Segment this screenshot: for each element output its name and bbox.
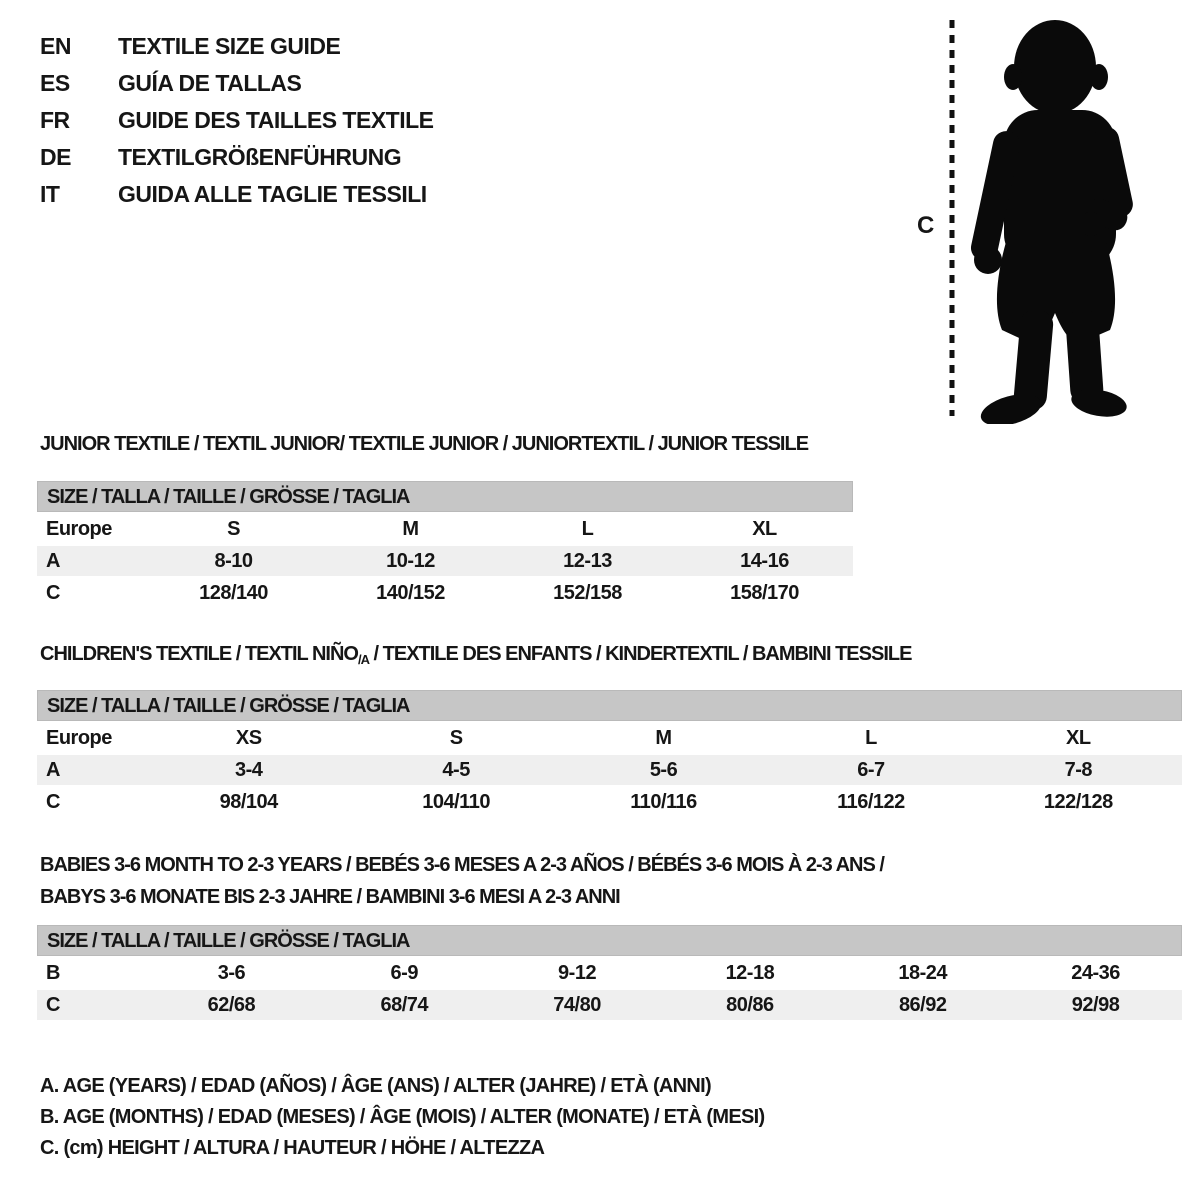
table-cell: 104/110: [422, 791, 490, 813]
table-row: [37, 514, 853, 544]
language-code: IT: [40, 181, 60, 207]
size-header-bar: SIZE / TALLA / TAILLE / GRÖSSE / TAGLIA: [37, 481, 853, 512]
row-label: A: [46, 550, 60, 572]
row-label: C: [46, 994, 60, 1016]
table-cell: 24-36: [1071, 962, 1120, 984]
table-cell: 4-5: [442, 759, 470, 781]
table-row: [37, 958, 1182, 988]
table-cell: 68/74: [380, 994, 429, 1016]
table-cell: M: [655, 727, 672, 749]
size-header-bar: SIZE / TALLA / TAILLE / GRÖSSE / TAGLIA: [37, 925, 1182, 956]
table-cell: 12-18: [725, 962, 775, 984]
table-cell: 8-10: [214, 550, 253, 572]
table-cell: XL: [1066, 727, 1091, 749]
row-label: A: [46, 759, 60, 781]
row-label: B: [46, 962, 60, 984]
row-label: C: [46, 791, 60, 813]
language-code: EN: [40, 33, 71, 59]
table-cell: 6-7: [857, 759, 885, 781]
table-cell: 110/116: [630, 791, 697, 813]
toddler-silhouette-image: [905, 12, 1165, 424]
table-cell: 152/158: [553, 582, 622, 604]
table-row: [37, 990, 1182, 1020]
language-title: TEXTILE SIZE GUIDE: [118, 33, 341, 59]
table-row: [37, 546, 853, 576]
table-cell: 62/68: [207, 994, 256, 1016]
language-title: GUÍA DE TALLAS: [118, 70, 302, 96]
babies-heading-line2: BABYS 3-6 MONATE BIS 2-3 JAHRE / BAMBINI 3-6 MESI A 2-3 ANNI: [40, 886, 620, 908]
table-cell: 7-8: [1064, 759, 1093, 781]
toddler-silhouette: [969, 20, 1136, 424]
table-cell: 122/128: [1043, 791, 1113, 813]
size-header-bar: SIZE / TALLA / TAILLE / GRÖSSE / TAGLIA: [37, 690, 1182, 721]
babies-size-table: [37, 925, 1182, 1020]
language-row: [40, 28, 434, 65]
table-cell: 10-12: [386, 550, 435, 572]
table-cell: XL: [752, 518, 777, 540]
table-cell: XS: [235, 727, 262, 749]
table-row: [37, 787, 1182, 817]
table-cell: 9-12: [558, 962, 597, 984]
table-cell: M: [402, 518, 419, 540]
table-cell: 74/80: [553, 994, 601, 1016]
table-cell: 140/152: [376, 582, 445, 604]
table-cell: 5-6: [649, 759, 678, 781]
table-cell: 92/98: [1071, 994, 1120, 1016]
table-cell: 80/86: [726, 994, 774, 1016]
table-cell: 14-16: [740, 550, 789, 572]
language-row: [40, 176, 434, 213]
language-row: [40, 65, 434, 102]
table-cell: 98/104: [219, 791, 278, 813]
table-cell: 128/140: [199, 582, 268, 604]
table-row: [37, 578, 853, 608]
table-cell: 6-9: [390, 962, 418, 984]
row-label: C: [46, 582, 60, 604]
table-row: [37, 755, 1182, 785]
babies-section-heading: [40, 849, 884, 913]
language-title-list: [40, 28, 434, 213]
language-code: ES: [40, 70, 70, 96]
language-title: TEXTILGRÖßENFÜHRUNG: [118, 144, 402, 170]
table-row: [37, 723, 1182, 753]
height-measure-label: C: [917, 212, 935, 239]
footnote-b: B. AGE (MONTHS) / EDAD (MESES) / ÂGE (MOIS) / ALTER (MONATE) / ETÀ (MESI): [40, 1106, 765, 1128]
footnote-c: C. (cm) HEIGHT / ALTURA / HAUTEUR / HÖHE / ALTEZZA: [40, 1137, 545, 1159]
table-cell: 18-24: [898, 962, 948, 984]
table-cell: 86/92: [898, 994, 947, 1016]
language-title: GUIDE DES TAILLES TEXTILE: [118, 107, 434, 133]
row-label: Europe: [46, 518, 112, 540]
language-title: GUIDA ALLE TAGLIE TESSILI: [118, 181, 427, 207]
language-code: FR: [40, 107, 70, 133]
table-cell: S: [227, 518, 240, 540]
table-cell: 116/122: [837, 791, 905, 813]
table-cell: L: [581, 518, 594, 540]
children-size-table: [37, 690, 1182, 817]
table-cell: 12-13: [563, 550, 612, 572]
language-code: DE: [40, 144, 71, 170]
table-cell: 158/170: [730, 582, 799, 604]
junior-size-table: [37, 481, 853, 608]
table-cell: 3-6: [217, 962, 246, 984]
footnotes: [40, 1071, 764, 1164]
size-figure: [905, 12, 1165, 424]
footnote-a: A. AGE (YEARS) / EDAD (AÑOS) / ÂGE (ANS) / ALTER (JAHRE) / ETÀ (ANNI): [40, 1075, 711, 1097]
babies-heading-line1: BABIES 3-6 MONTH TO 2-3 YEARS / BEBÉS 3-6 MESES A 2-3 AÑOS / BÉBÉS 3-6 MOIS À 2-3 ANS /: [40, 854, 884, 876]
table-cell: S: [449, 727, 463, 749]
children-section-heading: CHILDREN'S TEXTILE / TEXTIL $NIÑO_{/A}$ / TEXTILE DES ENFANTS / KINDERTEXTIL / BAMBINI TESSILE: [40, 643, 912, 667]
language-row: [40, 139, 434, 176]
junior-section-heading: JUNIOR TEXTILE / TEXTIL JUNIOR/ TEXTILE JUNIOR / JUNIORTEXTIL / JUNIOR TESSILE: [40, 433, 809, 455]
row-label: Europe: [46, 727, 112, 749]
table-cell: 3-4: [235, 759, 263, 781]
language-row: [40, 102, 434, 139]
table-cell: L: [865, 727, 877, 749]
